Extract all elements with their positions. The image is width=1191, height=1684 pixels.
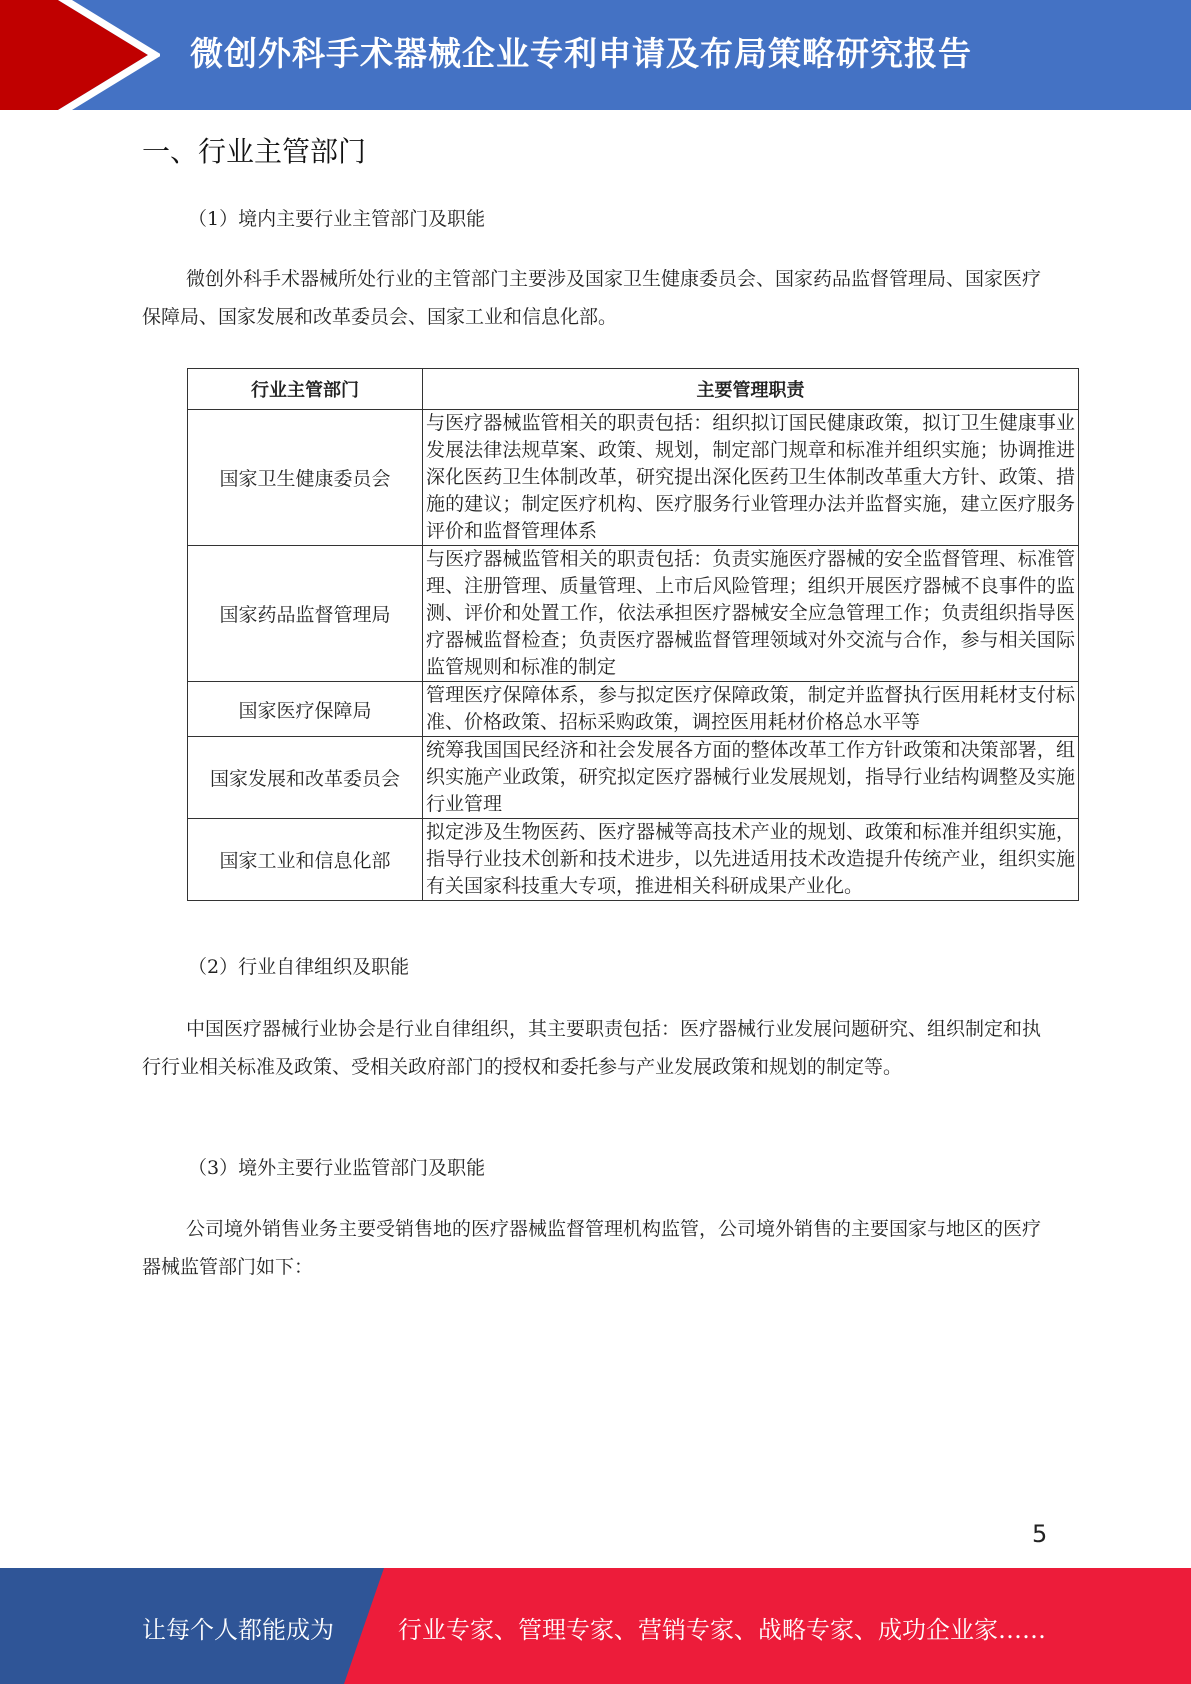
table-header-dept: 行业主管部门	[188, 369, 423, 410]
table-cell-dept: 国家发展和改革委员会	[188, 737, 423, 819]
footer-slogan-left: 让每个人都能成为	[142, 1616, 334, 1644]
table-cell-duty: 拟定涉及生物医药、医疗器械等高技术产业的规划、政策和标准并组织实施，指导行业技术创新和技术进步，以先进适用技术改造提升传统产业，组织实施有关国家科技重大专项，推进相关科研成果产业化。	[423, 819, 1079, 901]
table-header-row	[188, 369, 1079, 410]
table-cell-dept: 国家工业和信息化部	[188, 819, 423, 901]
table-cell-duty: 统筹我国国民经济和社会发展各方面的整体改革工作方针政策和决策部署，组织实施产业政策，研究拟定医疗器械行业发展规划，指导行业结构调整及实施行业管理	[423, 737, 1079, 819]
page-header	[0, 0, 1191, 110]
table-row	[188, 410, 1079, 546]
table-row	[188, 737, 1079, 819]
subheading-overseas: （3）境外主要行业监管部门及职能	[188, 1157, 486, 1179]
table-cell-dept: 国家卫生健康委员会	[188, 410, 423, 546]
regulator-table	[187, 368, 1079, 901]
table-row	[188, 819, 1079, 901]
section-heading: 一、行业主管部门	[142, 135, 367, 168]
subheading-domestic: （1）境内主要行业主管部门及职能	[188, 208, 486, 230]
subheading-self-regulation: （2）行业自律组织及职能	[188, 956, 410, 978]
table-cell-dept: 国家医疗保障局	[188, 682, 423, 737]
footer-slogan-right: 行业专家、管理专家、营销专家、战略专家、成功企业家……	[398, 1616, 1046, 1644]
paragraph-overseas: 公司境外销售业务主要受销售地的医疗器械监督管理机构监管，公司境外销售的主要国家与地区的医疗器械监管部门如下：	[142, 1218, 1042, 1278]
table-cell-duty: 与医疗器械监管相关的职责包括：负责实施医疗器械的安全监督管理、标准管理、注册管理、质量管理、上市后风险管理；组织开展医疗器械不良事件的监测、评价和处置工作，依法承担医疗器械安全应急管理工作；负责组织指导医疗器械监督检查；负责医疗器械监督管理领域对外交流与合作，参与相关国际监管规则和标准的制定	[423, 546, 1079, 682]
table-row	[188, 546, 1079, 682]
paragraph-domestic: 微创外科手术器械所处行业的主管部门主要涉及国家卫生健康委员会、国家药品监督管理局、国家医疗保障局、国家发展和改革委员会、国家工业和信息化部。	[142, 268, 1042, 328]
table-cell-duty: 管理医疗保障体系，参与拟定医疗保障政策，制定并监督执行医用耗材支付标准、价格政策、招标采购政策，调控医用耗材价格总水平等	[423, 682, 1079, 737]
page-number: 5	[1032, 1520, 1048, 1548]
table-header-duty: 主要管理职责	[423, 369, 1079, 410]
table-cell-dept: 国家药品监督管理局	[188, 546, 423, 682]
table-row	[188, 682, 1079, 737]
paragraph-self-regulation: 中国医疗器械行业协会是行业自律组织，其主要职责包括：医疗器械行业发展问题研究、组织制定和执行行业相关标准及政策、受相关政府部门的授权和委托参与产业发展政策和规划的制定等。	[142, 1018, 1042, 1078]
header-chevron-decoration	[0, 0, 160, 110]
page-footer	[0, 1568, 1191, 1684]
table-cell-duty: 与医疗器械监管相关的职责包括：组织拟订国民健康政策，拟订卫生健康事业发展法律法规草案、政策、规划，制定部门规章和标准并组织实施；协调推进深化医药卫生体制改革，研究提出深化医药卫生体制改革重大方针、政策、措施的建议；制定医疗机构、医疗服务行业管理办法并监督实施，建立医疗服务评价和监督管理体系	[423, 410, 1079, 546]
report-title: 微创外科手术器械企业专利申请及布局策略研究报告	[190, 34, 972, 73]
